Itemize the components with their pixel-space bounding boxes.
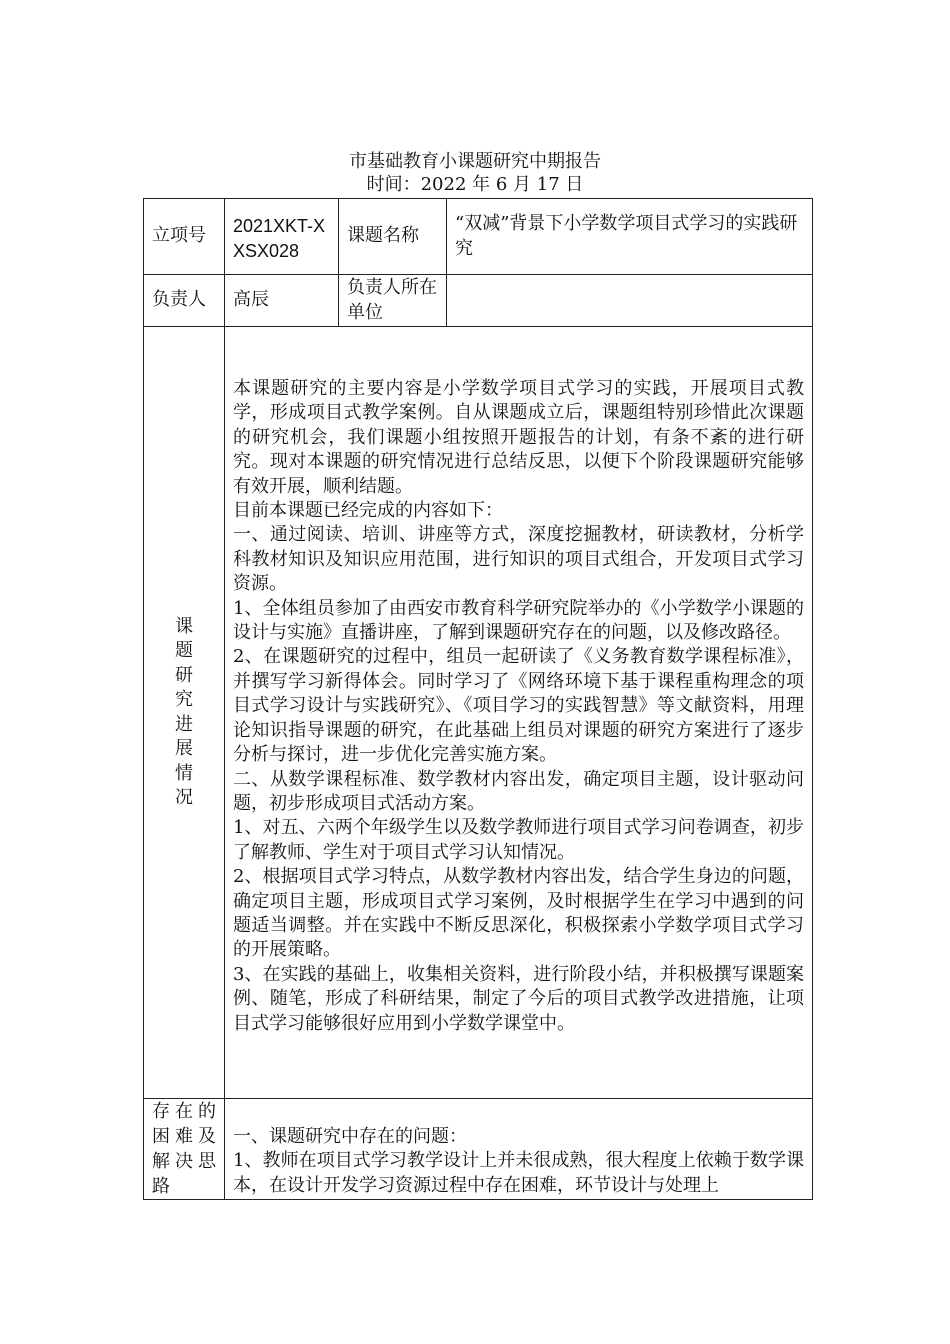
label-unit: 负责人所在单位 [339,275,447,327]
label-project-name: 课题名称 [339,199,447,275]
progress-paragraph: 一、通过阅读、培训、讲座等方式，深度挖掘教材，研读教材，分析学科教材知识及知识应用范围，进行知识的项目式组合，开发项目式学习资源。 [233,524,804,595]
progress-paragraph: 目前本课题已经完成的内容如下： [233,500,503,522]
progress-paragraph: 二、从数学课程标准、数学教材内容出发，确定项目主题，设计驱动问题，初步形成项目式活动方案。 [233,768,804,814]
label-project-id: 立项号 [144,199,225,275]
label-progress [144,327,225,1099]
progress-paragraph: 2、根据项目式学习特点，从数学教材内容出发，结合学生身边的问题，确定项目主题，形成项目式学习案例，及时根据学生在学习中遇到的问题适当调整。并在实践中不断反思深化，积极探索小学数学项目式学习的开展策略。 [233,866,804,961]
table-row-person [144,275,813,327]
progress-paragraph: 3、在实践的基础上，收集相关资料，进行阶段小结，并积极撰写课题案例、随笔，形成了科研结果，制定了今后的项目式教学改进措施，让项目式学习能够很好应用到小学数学课堂中。 [233,963,804,1034]
progress-paragraph: 2、在课题研究的过程中，组员一起研读了《义务教育数学课程标准》，并撰写学习新得体会。同时学习了《网络环境下基于课程重构理念的项目式学习设计与实践研究》、《项目学习的实践智慧》等文献资料，用理论知识指导课题的研究，在此基础上组员对课题的研究方案进行了逐步分析与探讨，进一步优化完善实施方案。 [233,646,804,766]
table-row-project [144,199,813,275]
progress-content [225,327,813,1099]
difficulties-paragraph: 1、教师在项目式学习教学设计上并未很成熟，很大程度上依赖于数学课本，在设计开发学习资源过程中存在困难，环节设计与处理上 [233,1150,804,1196]
difficulties-paragraph: 一、课题研究中存在的问题： [233,1126,467,1147]
table-row-progress [144,327,813,1099]
value-project-id: 2021XKT-XXSX028 [225,199,339,275]
progress-paragraph: 1、对五、六两个年级学生以及数学教师进行项目式学习问卷调查，初步了解教师、学生对于项目式学习认知情况。 [233,817,804,863]
progress-paragraph: 本课题研究的主要内容是小学数学项目式学习的实践，开展项目式教学，形成项目式教学案例。自从课题成立后，课题组特别珍惜此次课题的研究机会，我们课题小组按照开题报告的计划，有条不紊的进行研究。现对本课题的研究情况进行总结反思，以便下个阶段课题研究能够有效开展，顺利结题。 [233,378,804,497]
report-date: 时间：2022 年 6 月 17 日 [366,174,584,195]
label-difficulties [144,1099,225,1200]
table-row-difficulties [144,1099,813,1200]
value-project-name: “双减”背景下小学数学项目式学习的实践研究 [447,199,813,275]
difficulties-label-text: 存在的困难及解决思路 [152,1101,216,1197]
progress-paragraph: 1、全体组员参加了由西安市教育科学研究院举办的《小学数学小课题的设计与实施》直播讲座，了解到课题研究存在的问题，以及修改路径。 [233,597,804,644]
progress-label-text: 课题研究进展情况 [175,615,193,808]
document-title: 市基础教育小课题研究中期报告 [349,151,601,172]
value-unit [447,275,813,327]
report-form-table [143,198,813,1200]
label-person: 负责人 [144,275,225,327]
value-person: 高辰 [225,275,339,327]
difficulties-content [225,1099,813,1200]
